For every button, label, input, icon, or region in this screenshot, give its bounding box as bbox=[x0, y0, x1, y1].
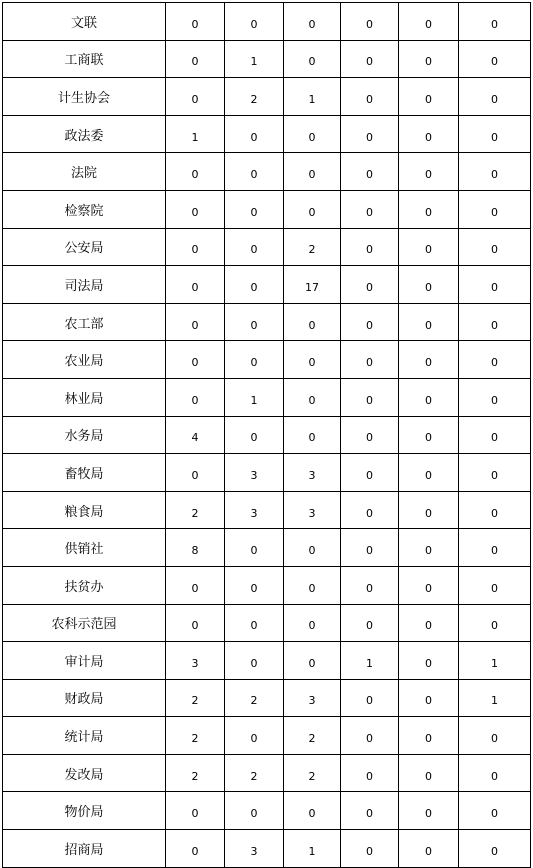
table-row bbox=[3, 115, 531, 153]
table-row bbox=[3, 491, 531, 529]
value-cell: 0 bbox=[284, 792, 341, 830]
value-cell: 0 bbox=[225, 341, 284, 379]
value-cell: 0 bbox=[459, 303, 531, 341]
value-cell: 3 bbox=[284, 679, 341, 717]
value-cell: 0 bbox=[284, 378, 341, 416]
unit-name-cell: 财政局 bbox=[3, 679, 166, 717]
value-cell: 3 bbox=[225, 454, 284, 492]
value-cell: 0 bbox=[225, 266, 284, 304]
table-row bbox=[3, 416, 531, 454]
table-row bbox=[3, 642, 531, 680]
value-cell: 0 bbox=[166, 40, 225, 78]
value-cell: 0 bbox=[341, 228, 399, 266]
unit-name-cell: 文联 bbox=[3, 3, 166, 41]
value-cell: 0 bbox=[399, 78, 459, 116]
value-cell: 0 bbox=[225, 566, 284, 604]
value-cell: 0 bbox=[284, 341, 341, 379]
value-cell: 0 bbox=[341, 153, 399, 191]
unit-name-cell: 农科示范园 bbox=[3, 604, 166, 642]
value-cell: 0 bbox=[399, 717, 459, 755]
value-cell: 0 bbox=[284, 40, 341, 78]
table-row bbox=[3, 566, 531, 604]
table-body bbox=[3, 3, 531, 868]
value-cell: 0 bbox=[399, 266, 459, 304]
unit-name-cell: 审计局 bbox=[3, 642, 166, 680]
value-cell: 0 bbox=[399, 190, 459, 228]
value-cell: 0 bbox=[399, 566, 459, 604]
table-row bbox=[3, 266, 531, 304]
value-cell: 1 bbox=[341, 642, 399, 680]
value-cell: 0 bbox=[341, 341, 399, 379]
table-row bbox=[3, 378, 531, 416]
value-cell: 0 bbox=[341, 190, 399, 228]
value-cell: 0 bbox=[225, 529, 284, 567]
value-cell: 1 bbox=[459, 642, 531, 680]
table-row bbox=[3, 679, 531, 717]
unit-name-cell: 畜牧局 bbox=[3, 454, 166, 492]
table-row bbox=[3, 190, 531, 228]
value-cell: 0 bbox=[399, 754, 459, 792]
value-cell: 0 bbox=[284, 604, 341, 642]
unit-name-cell: 林业局 bbox=[3, 378, 166, 416]
table-row bbox=[3, 303, 531, 341]
value-cell: 0 bbox=[399, 491, 459, 529]
value-cell: 2 bbox=[225, 754, 284, 792]
value-cell: 1 bbox=[284, 78, 341, 116]
value-cell: 0 bbox=[284, 642, 341, 680]
value-cell: 1 bbox=[459, 679, 531, 717]
value-cell: 0 bbox=[399, 303, 459, 341]
value-cell: 2 bbox=[166, 491, 225, 529]
value-cell: 0 bbox=[459, 228, 531, 266]
value-cell: 0 bbox=[284, 416, 341, 454]
value-cell: 0 bbox=[459, 454, 531, 492]
value-cell: 0 bbox=[399, 40, 459, 78]
value-cell: 2 bbox=[284, 228, 341, 266]
value-cell: 0 bbox=[399, 454, 459, 492]
unit-name-cell: 物价局 bbox=[3, 792, 166, 830]
value-cell: 2 bbox=[166, 717, 225, 755]
value-cell: 0 bbox=[341, 529, 399, 567]
table-row bbox=[3, 3, 531, 41]
unit-name-cell: 发改局 bbox=[3, 754, 166, 792]
value-cell: 0 bbox=[166, 604, 225, 642]
value-cell: 3 bbox=[166, 642, 225, 680]
value-cell: 0 bbox=[225, 115, 284, 153]
value-cell: 0 bbox=[459, 717, 531, 755]
value-cell: 8 bbox=[166, 529, 225, 567]
value-cell: 0 bbox=[341, 604, 399, 642]
value-cell: 0 bbox=[341, 792, 399, 830]
unit-name-cell: 检察院 bbox=[3, 190, 166, 228]
unit-name-cell: 司法局 bbox=[3, 266, 166, 304]
value-cell: 0 bbox=[399, 679, 459, 717]
value-cell: 0 bbox=[225, 416, 284, 454]
value-cell: 0 bbox=[225, 303, 284, 341]
unit-name-cell: 粮食局 bbox=[3, 491, 166, 529]
value-cell: 0 bbox=[459, 266, 531, 304]
value-cell: 0 bbox=[225, 717, 284, 755]
value-cell: 2 bbox=[284, 754, 341, 792]
value-cell: 0 bbox=[459, 190, 531, 228]
value-cell: 4 bbox=[166, 416, 225, 454]
value-cell: 0 bbox=[341, 830, 399, 868]
value-cell: 2 bbox=[166, 754, 225, 792]
unit-name-cell: 统计局 bbox=[3, 717, 166, 755]
value-cell: 2 bbox=[225, 679, 284, 717]
value-cell: 0 bbox=[399, 830, 459, 868]
value-cell: 0 bbox=[166, 3, 225, 41]
value-cell: 0 bbox=[459, 40, 531, 78]
table-row bbox=[3, 792, 531, 830]
value-cell: 0 bbox=[341, 40, 399, 78]
value-cell: 3 bbox=[225, 830, 284, 868]
value-cell: 0 bbox=[166, 228, 225, 266]
value-cell: 0 bbox=[284, 190, 341, 228]
value-cell: 0 bbox=[459, 792, 531, 830]
value-cell: 0 bbox=[284, 303, 341, 341]
value-cell: 0 bbox=[341, 416, 399, 454]
unit-name-cell: 扶贫办 bbox=[3, 566, 166, 604]
unit-name-cell: 计生协会 bbox=[3, 78, 166, 116]
value-cell: 0 bbox=[459, 153, 531, 191]
value-cell: 2 bbox=[225, 78, 284, 116]
value-cell: 0 bbox=[166, 303, 225, 341]
value-cell: 3 bbox=[284, 454, 341, 492]
value-cell: 0 bbox=[399, 792, 459, 830]
value-cell: 0 bbox=[399, 3, 459, 41]
value-cell: 0 bbox=[399, 153, 459, 191]
table-row bbox=[3, 604, 531, 642]
value-cell: 0 bbox=[341, 717, 399, 755]
value-cell: 0 bbox=[166, 830, 225, 868]
table-row bbox=[3, 754, 531, 792]
unit-name-cell: 公安局 bbox=[3, 228, 166, 266]
value-cell: 0 bbox=[341, 454, 399, 492]
value-cell: 0 bbox=[341, 303, 399, 341]
unit-name-cell: 农业局 bbox=[3, 341, 166, 379]
value-cell: 0 bbox=[399, 642, 459, 680]
value-cell: 0 bbox=[284, 153, 341, 191]
unit-name-cell: 政法委 bbox=[3, 115, 166, 153]
table-row bbox=[3, 341, 531, 379]
value-cell: 0 bbox=[399, 228, 459, 266]
value-cell: 0 bbox=[284, 115, 341, 153]
value-cell: 0 bbox=[341, 378, 399, 416]
value-cell: 0 bbox=[341, 566, 399, 604]
value-cell: 17 bbox=[284, 266, 341, 304]
value-cell: 1 bbox=[284, 830, 341, 868]
statistics-table bbox=[2, 2, 531, 868]
unit-name-cell: 供销社 bbox=[3, 529, 166, 567]
value-cell: 0 bbox=[166, 78, 225, 116]
unit-name-cell: 招商局 bbox=[3, 830, 166, 868]
table-row bbox=[3, 529, 531, 567]
value-cell: 3 bbox=[225, 491, 284, 529]
table-row bbox=[3, 153, 531, 191]
value-cell: 0 bbox=[399, 604, 459, 642]
value-cell: 0 bbox=[225, 190, 284, 228]
value-cell: 0 bbox=[284, 566, 341, 604]
value-cell: 0 bbox=[399, 416, 459, 454]
value-cell: 0 bbox=[459, 341, 531, 379]
value-cell: 0 bbox=[459, 529, 531, 567]
table-row bbox=[3, 40, 531, 78]
table-row bbox=[3, 454, 531, 492]
value-cell: 0 bbox=[166, 454, 225, 492]
value-cell: 0 bbox=[341, 491, 399, 529]
value-cell: 1 bbox=[225, 378, 284, 416]
value-cell: 0 bbox=[225, 792, 284, 830]
value-cell: 2 bbox=[284, 717, 341, 755]
value-cell: 0 bbox=[166, 153, 225, 191]
value-cell: 0 bbox=[166, 378, 225, 416]
value-cell: 0 bbox=[225, 642, 284, 680]
value-cell: 0 bbox=[166, 341, 225, 379]
value-cell: 2 bbox=[166, 679, 225, 717]
value-cell: 0 bbox=[166, 792, 225, 830]
value-cell: 0 bbox=[459, 78, 531, 116]
value-cell: 0 bbox=[166, 566, 225, 604]
value-cell: 0 bbox=[459, 378, 531, 416]
value-cell: 0 bbox=[341, 754, 399, 792]
unit-name-cell: 法院 bbox=[3, 153, 166, 191]
value-cell: 0 bbox=[284, 3, 341, 41]
value-cell: 1 bbox=[166, 115, 225, 153]
value-cell: 0 bbox=[341, 679, 399, 717]
value-cell: 0 bbox=[225, 3, 284, 41]
value-cell: 0 bbox=[459, 754, 531, 792]
value-cell: 0 bbox=[166, 190, 225, 228]
value-cell: 0 bbox=[166, 266, 225, 304]
value-cell: 0 bbox=[399, 341, 459, 379]
value-cell: 0 bbox=[284, 529, 341, 567]
value-cell: 0 bbox=[399, 115, 459, 153]
value-cell: 3 bbox=[284, 491, 341, 529]
value-cell: 0 bbox=[399, 378, 459, 416]
value-cell: 0 bbox=[459, 830, 531, 868]
value-cell: 0 bbox=[341, 266, 399, 304]
unit-name-cell: 工商联 bbox=[3, 40, 166, 78]
table-row bbox=[3, 830, 531, 868]
value-cell: 0 bbox=[341, 78, 399, 116]
value-cell: 0 bbox=[459, 566, 531, 604]
unit-name-cell: 农工部 bbox=[3, 303, 166, 341]
table-row bbox=[3, 78, 531, 116]
value-cell: 0 bbox=[225, 228, 284, 266]
value-cell: 1 bbox=[225, 40, 284, 78]
value-cell: 0 bbox=[399, 529, 459, 567]
value-cell: 0 bbox=[459, 604, 531, 642]
value-cell: 0 bbox=[225, 153, 284, 191]
value-cell: 0 bbox=[459, 115, 531, 153]
value-cell: 0 bbox=[341, 3, 399, 41]
value-cell: 0 bbox=[459, 491, 531, 529]
value-cell: 0 bbox=[459, 3, 531, 41]
value-cell: 0 bbox=[459, 416, 531, 454]
value-cell: 0 bbox=[225, 604, 284, 642]
unit-name-cell: 水务局 bbox=[3, 416, 166, 454]
table-row bbox=[3, 228, 531, 266]
value-cell: 0 bbox=[341, 115, 399, 153]
table-row bbox=[3, 717, 531, 755]
